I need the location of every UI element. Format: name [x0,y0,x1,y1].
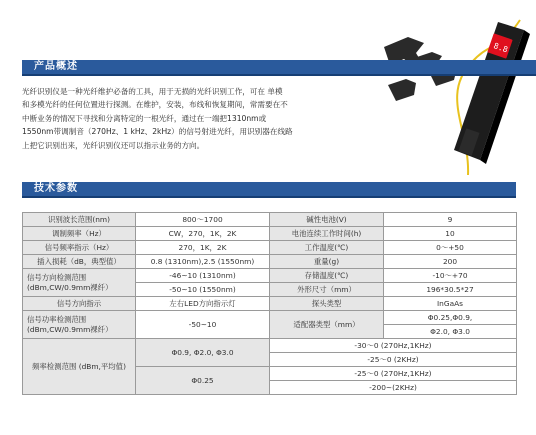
spec-label: 探头类型 [270,297,384,311]
spec-label: 电池连续工作时间(h) [270,227,384,241]
spec-group-label: Φ0.25 [136,367,270,395]
spec-value: -10～+70 [384,269,517,283]
spec-value: CW，270，1K，2K [136,227,270,241]
table-row [23,213,517,227]
spec-value: -200~(2KHz) [270,381,517,395]
spec-label: 存储温度(℃) [270,269,384,283]
spec-label: 调制频率（Hz） [23,227,136,241]
spec-value: 200 [384,255,517,269]
spec-value: -50~10 [136,311,270,339]
spec-value: 10 [384,227,517,241]
overview-line: 光纤识别仪是一种光纤维护必备的工具，用于无损的光纤识别工作，可在 单模 [22,87,283,96]
overview-line: 1550nm带调制音（270Hz、1 kHz、2kHz）的信号射进光纤，用识别器在线路 [22,127,293,137]
spec-value: 196*30.5*27 [384,283,517,297]
spec-value: InGaAs [384,297,517,311]
table-row [23,339,517,353]
table-row [23,227,517,241]
table-row [23,311,517,325]
spec-label: 信号频率指示（Hz） [23,241,136,255]
specs-header [22,182,516,198]
spec-group-label: Φ0.9, Φ2.0, Φ3.0 [136,339,270,367]
spec-label-line: (dBm,CW/0.9mm裸纤） [27,282,113,292]
table-row [23,269,517,283]
spec-value: 0～+50 [384,241,517,255]
spec-label: 适配器类型（mm） [270,311,384,339]
spec-label-line: 信号功率检测范围 [27,314,87,324]
overview-title: 产品概述 [34,61,78,72]
spec-value: -30～0 (270Hz,1KHz) [270,339,517,353]
spec-value: 270，1K，2K [136,241,270,255]
spec-label: 工作温度(℃) [270,241,384,255]
spec-value: 800～1700 [136,213,270,227]
spec-value: 9 [384,213,517,227]
fiber-identifier-illustration [380,0,536,175]
product-image [380,0,536,175]
table-row [23,255,517,269]
spec-label: 识别波长范围(nm) [23,213,136,227]
table-row [23,241,517,255]
spec-value: Φ2.0, Φ3.0 [384,325,517,339]
spec-value: 左右LED方向指示灯 [136,297,270,311]
display-readout: 8.8 [492,41,509,55]
specs-table [22,212,517,395]
overview-paragraph [22,85,367,152]
spec-label: 插入损耗（dB，典型值） [23,255,136,269]
spec-value: 0.8 (1310nm),2.5 (1550nm) [136,255,270,269]
spec-value: Φ0.25,Φ0.9, [384,311,517,325]
spec-value: -46~10 (1310nm) [136,269,270,283]
overview-line: 中断业务的情况下寻找和分离特定的一根光纤，通过在一端把1310nm或 [22,113,267,123]
spec-value: -25～0 (2KHz) [270,353,517,367]
overview-header [22,60,536,76]
spec-label: 信号方向指示 [23,297,136,311]
spec-label: 频率检测范围 (dBm,平均值) [23,339,136,395]
spec-label [23,311,136,339]
spec-label [23,269,136,297]
spec-value: -50~10 (1550nm) [136,283,270,297]
spec-label: 碱性电池(V) [270,213,384,227]
spec-label: 外形尺寸（mm） [270,283,384,297]
table-row [23,297,517,311]
overview-line: 上把它识别出来，光纤识别仪还可以指示业务的方向。 [22,140,205,150]
spec-label-line: 信号方向检测范围 [27,272,87,282]
spec-label: 重量(g) [270,255,384,269]
specs-title: 技术参数 [34,183,78,194]
spec-label-line: (dBm,CW/0.9mm裸纤） [27,324,113,334]
overview-line: 和多模光纤的任何位置进行探测。在维护，安装，布线和恢复期间，常需要在不 [22,100,288,110]
spec-value: -25～0 (270Hz,1KHz) [270,367,517,381]
